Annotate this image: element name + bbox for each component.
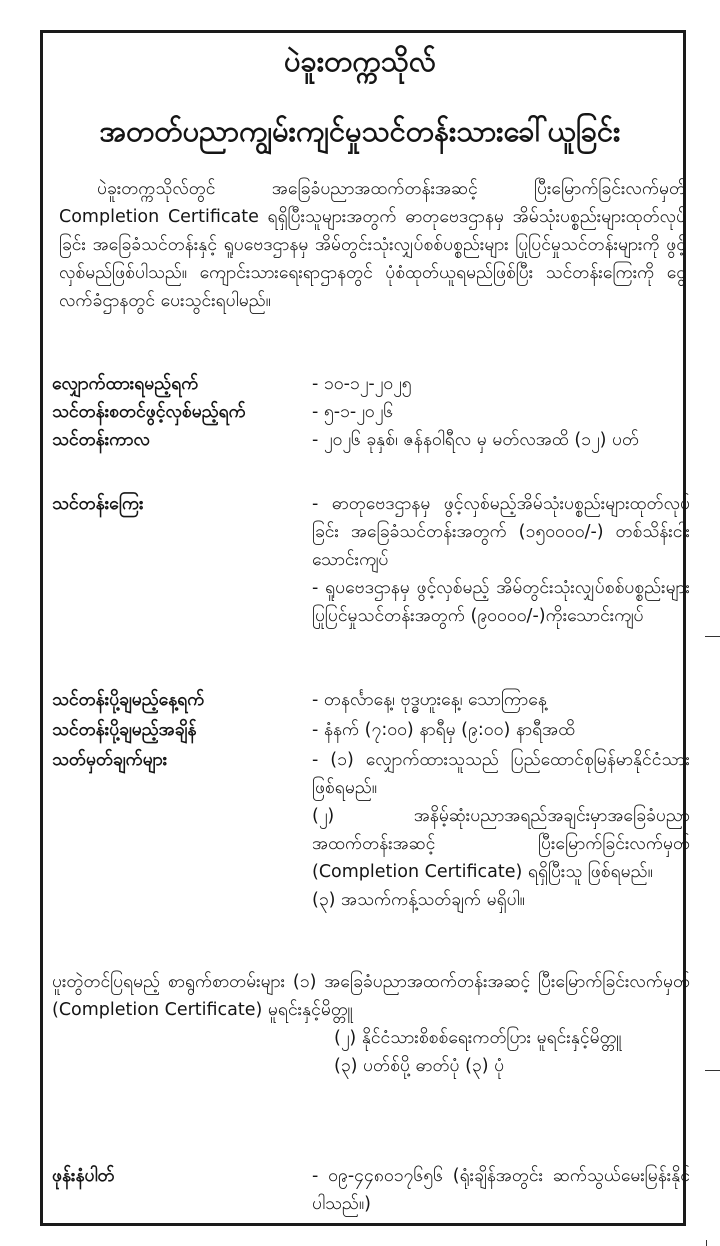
- edge-mark: [705, 1070, 720, 1071]
- notice-title-course: အတတ်ပညာကျွမ်းကျင်မှုသင်တန်းသားခေါ်ယူခြင်း: [99, 114, 621, 148]
- value-class-days: - တနင်္လာနေ့၊ ဗုဒ္ဓဟူးနေ့၊ သောကြာနေ့: [312, 690, 547, 710]
- fee-chemistry: - ဓာတုဗေဒဌာနမှ ဖွင့်လှစ်မည့်အိမ်သုံးပစ္စည်းများထုတ်လုပ်ခြင်း အခြေခံသင်တန်းအတွက် (၁၅၀၀၀၀/-) တစ်သိန်းငါးသောင်းကျပ်: [312, 494, 690, 570]
- documents-section: [52, 968, 690, 1080]
- label-duration: သင်တန်းကာလ: [52, 430, 150, 450]
- value-phone: - ၀၉-၄၄၈၀၁၇၆၅၆ (ရုံးချိန်အတွင်း ဆက်သွယ်မေးမြန်းနိုင်ပါသည်။): [312, 1166, 690, 1214]
- value-class-time: - နံနက် (၇:၀၀) နာရီမှ (၉:၀၀) နာရီအထိ: [312, 720, 576, 740]
- label-application-date: လျှောက်ထားရမည့်ရက်: [52, 374, 199, 394]
- label-class-days: သင်တန်းပို့ချမည့်နေ့ရက်: [52, 690, 205, 710]
- intro-paragraph: [59, 175, 686, 315]
- requirement-1: - (၁) လျှောက်ထားသူသည် ပြည်ထောင်စုမြန်မာနိုင်ငံသား ဖြစ်ရမည်။: [312, 750, 690, 798]
- requirement-2: (၂) အနိမ့်ဆုံးပညာအရည်အချင်းမှာအခြေခံပညာအထက်တန်းအဆင့် ပြီးမြောက်ခြင်းလက်မှတ် (Completion Certificate) ရရှိပြီးသူ ဖြစ်ရမည်။: [312, 806, 690, 882]
- edge-mark: [705, 636, 720, 637]
- notice-title-university: ပဲခူးတက္ကသိုလ်: [283, 44, 437, 78]
- label-start-date: သင်တန်းစတင်ဖွင့်လှစ်မည့်ရက်: [52, 402, 246, 422]
- value-start-date: - ၅-၁-၂၀၂၆: [312, 402, 394, 422]
- documents-lead: ပူးတွဲတင်ပြရမည့် စာရွက်စာတမ်းများ (၁) အခြေခံပညာအထက်တန်းအဆင့် ပြီးမြောက်ခြင်းလက်မှတ် (Completion Certificate) မူရင်းနှင့်မိတ္တူ: [52, 972, 690, 1020]
- requirement-3: (၃) အသက်ကန့်သတ်ချက် မရှိပါ။: [312, 890, 525, 910]
- fee-physics: - ရူပဗေဒဌာနမှ ဖွင့်လှစ်မည့် အိမ်တွင်းသုံးလျှပ်စစ်ပစ္စည်းများ ပြုပြင်မှုသင်တန်းအတွက် (၉၀၀၀၀/-)ကိုးသောင်းကျပ်: [312, 578, 690, 626]
- label-fee: သင်တန်းကြေး: [52, 494, 144, 514]
- documents-item-3: (၃) ပတ်စ်ပို့ ဓာတ်ပုံ (၃) ပုံ: [334, 1056, 505, 1076]
- label-requirements: သတ်မှတ်ချက်များ: [52, 750, 168, 770]
- intro-text: ပဲခူးတက္ကသိုလ်တွင် အခြေခံပညာအထက်တန်းအဆင့် ပြီးမြောက်ခြင်းလက်မှတ် Completion Certificate ရရှိပြီးသူများအတွက် ဓာတုဗေဒဌာနမှ အိမ်သုံးပစ္စည်းများထုတ်လုပ်ခြင်း အခြေခံသင်တန်းနှင့် ရူပဗေဒဌာနမှ အိမ်တွင်းသုံးလျှပ်စစ်ပစ္စည်းများ ပြုပြင်မှုသင်တန်းများကို ဖွင့်လှစ်မည်ဖြစ်ပါသည်။ ကျောင်းသားရေးရာဌာနတွင် ပုံစံထုတ်ယူရမည်ဖြစ်ပြီး သင်တန်းကြေးကို ငွေလက်ခံဌာနတွင် ပေးသွင်းရပါမည်။: [59, 179, 686, 311]
- value-duration: - ၂၀၂၆ ခုနှစ်၊ ဇန်နဝါရီလ မှ မတ်လအထိ (၁၂) ပတ်: [312, 430, 639, 450]
- edge-mark: [706, 1240, 707, 1246]
- label-class-time: သင်တန်းပို့ချမည့်အချိန်: [52, 720, 197, 740]
- value-requirements: [312, 746, 690, 914]
- value-application-date: - ၁၀-၁၂-၂၀၂၅: [312, 374, 412, 394]
- label-phone: ဖုန်းနံပါတ်: [52, 1166, 115, 1186]
- documents-item-2: (၂) နိုင်ငံသားစိစစ်ရေးကတ်ပြား မူရင်းနှင့်မိတ္တူ: [334, 1028, 622, 1048]
- value-fee: [312, 490, 690, 630]
